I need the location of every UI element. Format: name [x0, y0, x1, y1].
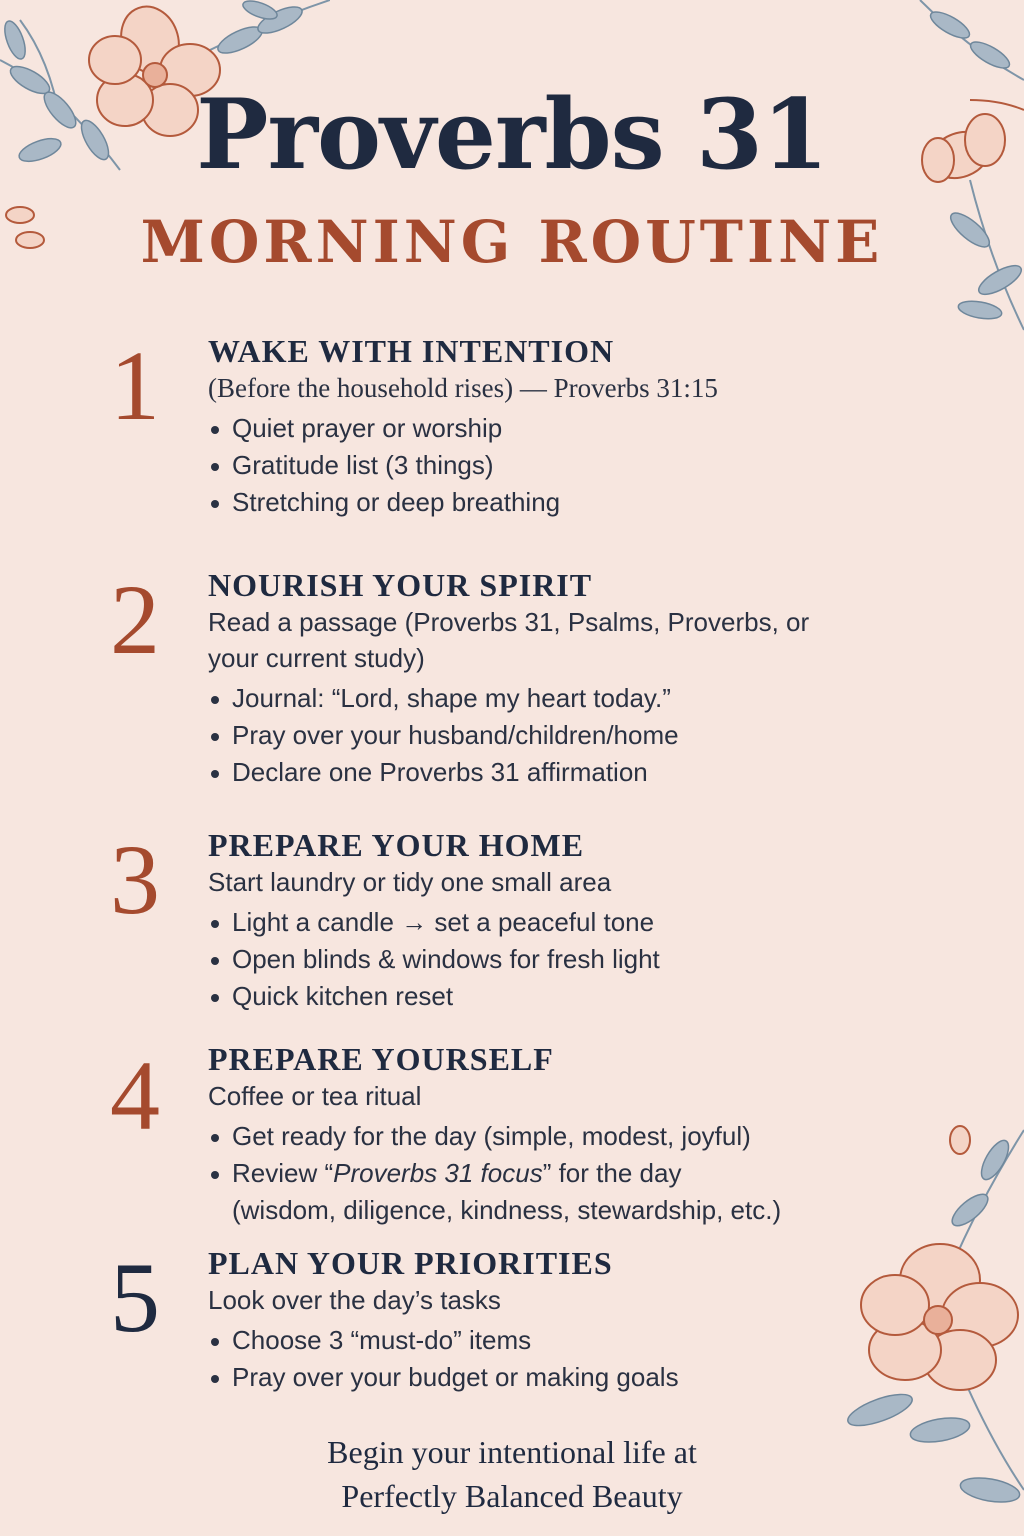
step-heading: WAKE WITH INTENTION: [208, 333, 615, 369]
list-item-continuation: (wisdom, diligence, kindness, stewardship, etc.): [232, 1195, 782, 1225]
step-bullet-list: [208, 680, 908, 791]
step-heading: PREPARE YOURSELF: [208, 1041, 554, 1077]
list-item: Stretching or deep breathing: [208, 484, 908, 521]
page-subtitle: MORNING ROUTINE: [140, 208, 884, 276]
list-item: Pray over your budget or making goals: [208, 1359, 908, 1396]
list-item: Gratitude list (3 things): [208, 447, 908, 484]
list-item: Pray over your husband/children/home: [208, 717, 908, 754]
step-subtext: Coffee or tea ritual: [208, 1081, 422, 1111]
list-item: Light a candle → set a peaceful tone: [208, 904, 908, 941]
step-number: 3: [110, 824, 160, 935]
list-item: Quick kitchen reset: [208, 978, 908, 1015]
step-subtext: Start laundry or tidy one small area: [208, 867, 612, 897]
step-subtext: (Before the household rises) — Proverbs 31:15: [208, 373, 718, 403]
step-number: 1: [110, 330, 160, 441]
step-bullet-list: [208, 410, 908, 521]
list-item: Journal: “Lord, shape my heart today.”: [208, 680, 908, 717]
step-subtext-line-2: your current study): [208, 643, 425, 673]
list-item: Declare one Proverbs 31 affirmation: [208, 754, 908, 791]
list-item: Open blinds & windows for fresh light: [208, 941, 908, 978]
list-item: Choose 3 “must-do” items: [208, 1322, 908, 1359]
step-heading: NOURISH YOUR SPIRIT: [208, 567, 593, 603]
list-item-review: [208, 1155, 908, 1192]
review-suffix: ” for the day: [542, 1158, 682, 1188]
review-emphasis: Proverbs 31 focus: [333, 1158, 543, 1188]
list-item: Get ready for the day (simple, modest, joyful): [208, 1118, 908, 1155]
footer: [0, 1430, 1024, 1518]
page-title: Proverbs 31: [196, 78, 828, 191]
list-item: Quiet prayer or worship: [208, 410, 908, 447]
step-number: 4: [110, 1040, 160, 1151]
step-subtext-line-1: Read a passage (Proverbs 31, Psalms, Proverbs, or: [208, 607, 810, 637]
step-subtext: Look over the day’s tasks: [208, 1285, 501, 1315]
step-number: 5: [110, 1242, 160, 1353]
review-prefix: Review “: [232, 1158, 334, 1188]
step-bullet-list: [208, 904, 908, 1015]
step-number: 2: [110, 564, 160, 675]
step-bullet-list: [208, 1118, 908, 1229]
step-heading: PLAN YOUR PRIORITIES: [208, 1245, 613, 1281]
step-bullet-list: [208, 1322, 908, 1396]
step-heading: PREPARE YOUR HOME: [208, 827, 585, 863]
footer-brand: Perfectly Balanced Beauty: [341, 1478, 683, 1514]
footer-line-1: Begin your intentional life at: [327, 1434, 697, 1470]
